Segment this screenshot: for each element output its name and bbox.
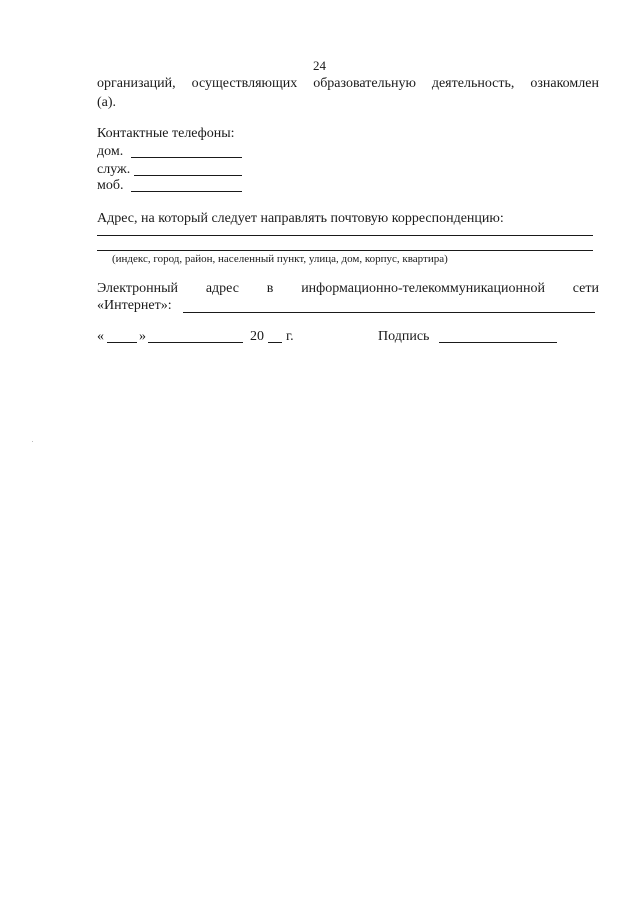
intro-word: деятельность,: [431, 76, 515, 91]
phone-mobile-row: [97, 178, 123, 194]
phone-home-field[interactable]: [131, 145, 242, 158]
date-close-quote: »: [139, 329, 146, 344]
intro-word: организаций,: [97, 76, 176, 91]
date-month-field[interactable]: [148, 330, 243, 343]
date-year-field[interactable]: [268, 330, 282, 343]
phone-work-row: [97, 162, 130, 178]
phone-mobile-field[interactable]: [131, 179, 242, 192]
page-number: 24: [313, 58, 326, 73]
phone-home-label: дом.: [97, 144, 124, 159]
date-year-prefix: 20: [250, 329, 264, 344]
email-word: Электронный: [97, 281, 179, 296]
date-open-quote: «: [97, 329, 104, 344]
email-line-1: [97, 281, 599, 297]
phone-work-label: служ.: [97, 162, 131, 177]
intro-word: образовательную: [313, 76, 416, 91]
scan-speck: [32, 441, 33, 442]
contact-phones-heading: Контактные телефоны:: [97, 126, 235, 141]
email-label: «Интернет»:: [97, 298, 172, 313]
intro-word: осуществляющих: [191, 76, 298, 91]
signature-field[interactable]: [439, 330, 557, 343]
address-field-line-1[interactable]: [97, 235, 593, 236]
phone-home-row: [97, 144, 123, 160]
email-word: в: [266, 281, 274, 296]
email-word: информационно-телекоммуникационной: [301, 281, 545, 296]
date-year-suffix: г.: [286, 329, 294, 344]
email-field[interactable]: [183, 312, 595, 313]
intro-line-2: (а).: [97, 95, 117, 110]
phone-mobile-label: моб.: [97, 178, 124, 193]
phone-work-field[interactable]: [134, 163, 242, 176]
intro-line-1: [97, 76, 599, 92]
intro-word: ознакомлен: [530, 76, 599, 91]
mailing-address-label: Адрес, на который следует направлять почтовую корреспонденцию:: [97, 211, 504, 226]
date-day-field[interactable]: [107, 330, 137, 343]
signature-label: Подпись: [378, 329, 430, 344]
email-word: адрес: [205, 281, 239, 296]
address-field-line-2[interactable]: [97, 250, 593, 251]
email-word: сети: [572, 281, 599, 296]
address-hint: (индекс, город, район, населенный пункт, улица, дом, корпус, квартира): [112, 253, 448, 265]
